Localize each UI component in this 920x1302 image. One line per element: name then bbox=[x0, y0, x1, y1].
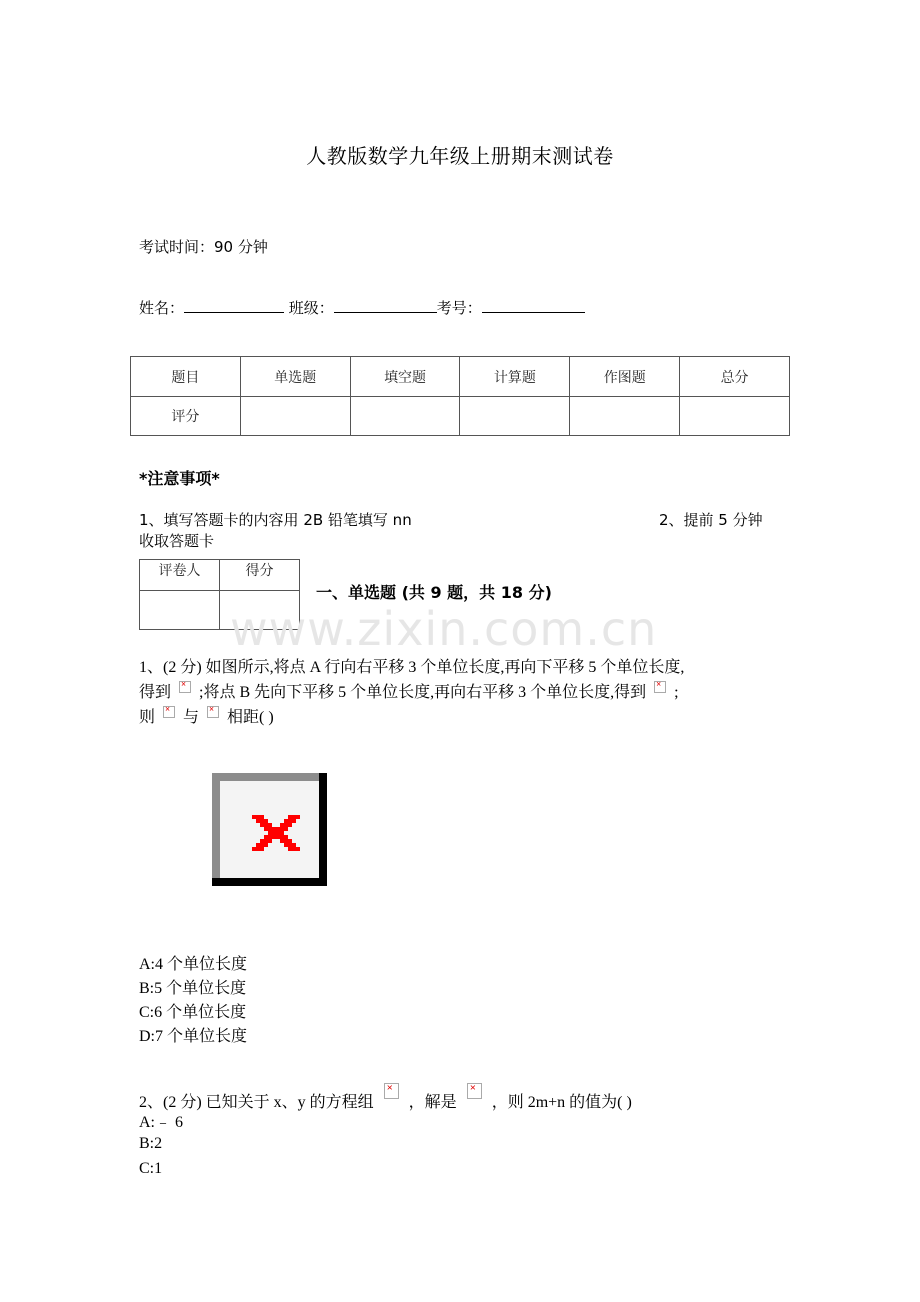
grader-header-cell: 得分 bbox=[220, 560, 300, 591]
note-item-2-continued: 收取答题卡 bbox=[139, 532, 215, 550]
q1-option-a: A:4 个单位长度 bbox=[139, 956, 248, 973]
q1-text: ; bbox=[674, 684, 679, 701]
class-label: 班级： bbox=[284, 299, 334, 317]
score-header-cell: 总分 bbox=[680, 357, 790, 397]
figure-canvas bbox=[220, 781, 319, 878]
score-header-cell: 题目 bbox=[131, 357, 241, 397]
score-cell[interactable] bbox=[680, 397, 790, 436]
q2-text: ，则 2m+n 的值为( ) bbox=[491, 1094, 632, 1111]
score-cell[interactable] bbox=[460, 397, 570, 436]
red-x-icon bbox=[252, 815, 300, 851]
q1-option-c: C:6 个单位长度 bbox=[139, 1004, 247, 1021]
score-header-cell: 填空题 bbox=[350, 357, 460, 397]
broken-image-icon bbox=[384, 1083, 399, 1099]
score-table-header-row bbox=[131, 357, 790, 397]
note-item-1: 1、填写答题卡的内容用 2B 铅笔填写 nn bbox=[139, 511, 412, 529]
score-header-cell: 单选题 bbox=[240, 357, 350, 397]
q2-line bbox=[139, 1083, 632, 1112]
id-label: 考号： bbox=[436, 299, 482, 317]
q2-option-c: C:1 bbox=[139, 1160, 163, 1177]
student-info-line bbox=[139, 297, 585, 318]
q1-figure-broken-image bbox=[212, 773, 327, 886]
class-blank[interactable] bbox=[334, 297, 437, 313]
grader-header-cell: 评卷人 bbox=[140, 560, 220, 591]
score-cell[interactable] bbox=[570, 397, 680, 436]
score-cell[interactable] bbox=[240, 397, 350, 436]
exam-time: 考试时间：90 分钟 bbox=[139, 238, 268, 256]
q2-option-a: A:﹣ 6 bbox=[139, 1114, 184, 1131]
q1-option-d: D:7 个单位长度 bbox=[139, 1028, 248, 1045]
notes-title: *注意事项* bbox=[139, 469, 220, 488]
q1-line-2 bbox=[139, 679, 679, 702]
broken-image-icon bbox=[207, 706, 219, 718]
broken-image-icon bbox=[179, 681, 191, 693]
q1-text: 与 bbox=[183, 709, 200, 726]
watermark: www.zixin.com.cn bbox=[230, 602, 658, 656]
q1-line-3 bbox=[139, 704, 274, 727]
grader-table-header-row bbox=[140, 560, 300, 591]
broken-image-icon bbox=[467, 1083, 482, 1099]
grader-cell[interactable] bbox=[140, 591, 220, 630]
score-row-label: 评分 bbox=[131, 397, 241, 436]
q2-text: ，解是 bbox=[408, 1094, 457, 1111]
broken-image-icon bbox=[163, 706, 175, 718]
score-table-row bbox=[131, 397, 790, 436]
broken-image-icon bbox=[654, 681, 666, 693]
q1-text: 得到 bbox=[139, 684, 172, 701]
score-header-cell: 作图题 bbox=[570, 357, 680, 397]
name-blank[interactable] bbox=[184, 297, 284, 313]
score-table bbox=[130, 356, 790, 436]
q2-option-b: B:2 bbox=[139, 1135, 163, 1152]
q1-text: 相距( ) bbox=[227, 709, 274, 726]
q1-text: 则 bbox=[139, 709, 156, 726]
q1-line-1: 1、(2 分) 如图所示,将点 A 行向右平移 3 个单位长度,再向下平移 5 个单位长度, bbox=[139, 659, 685, 676]
name-label: 姓名： bbox=[139, 299, 185, 317]
q1-text: ;将点 B 先向下平移 5 个单位长度,再向右平移 3 个单位长度,得到 bbox=[199, 684, 647, 701]
id-blank[interactable] bbox=[482, 297, 585, 313]
q1-option-b: B:5 个单位长度 bbox=[139, 980, 247, 997]
note-item-2: 2、提前 5 分钟 bbox=[659, 511, 763, 529]
page-title: 人教版数学九年级上册期末测试卷 bbox=[306, 144, 614, 168]
score-cell[interactable] bbox=[350, 397, 460, 436]
q2-text: 2、(2 分) 已知关于 x、y 的方程组 bbox=[139, 1094, 374, 1111]
section-heading: 一、单选题 (共 9 题，共 18 分) bbox=[316, 583, 552, 602]
score-header-cell: 计算题 bbox=[460, 357, 570, 397]
